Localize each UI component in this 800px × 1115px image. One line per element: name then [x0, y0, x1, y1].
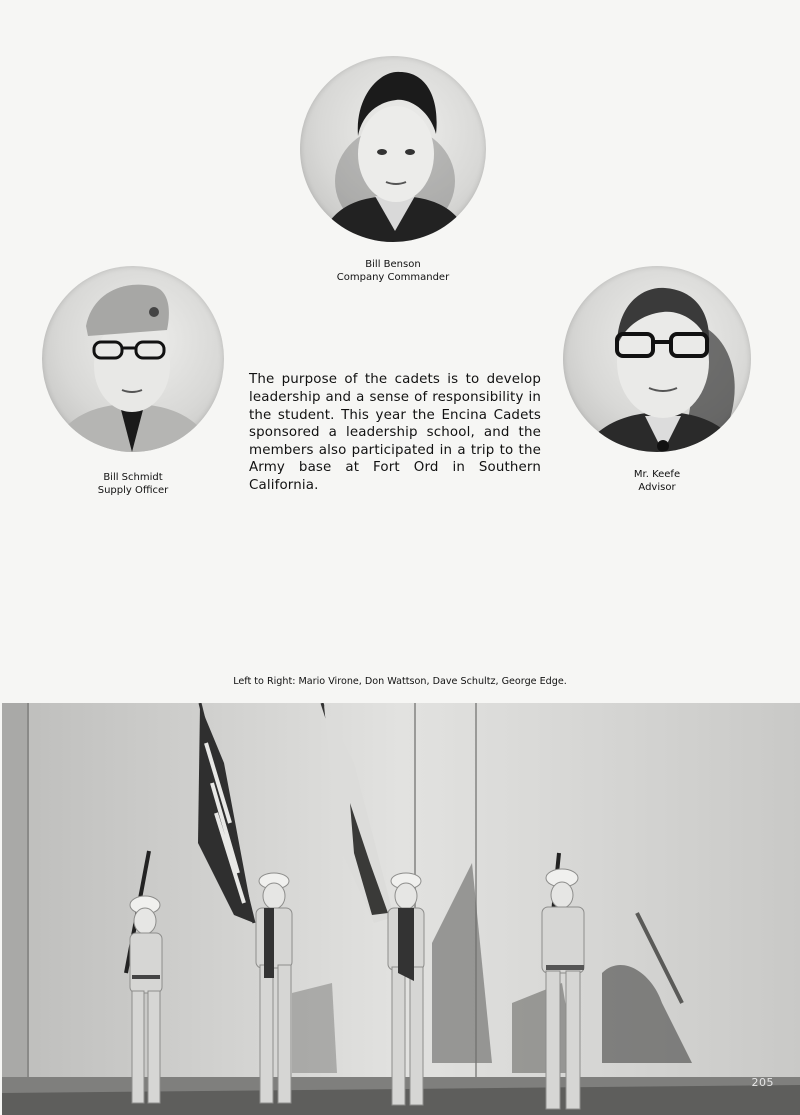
name-bill-schmidt: Bill Schmidt — [103, 472, 163, 483]
title-bill-schmidt: Supply Officer — [97, 485, 169, 496]
portrait-bill-benson — [300, 56, 486, 242]
caption-bill-benson — [300, 258, 486, 284]
caption-bill-schmidt — [42, 471, 224, 497]
title-mr-keefe: Advisor — [638, 482, 676, 493]
name-bill-benson: Bill Benson — [365, 259, 421, 270]
group-photo — [2, 703, 800, 1115]
title-bill-benson: Company Commander — [336, 272, 450, 283]
body-paragraph: The purpose of the cadets is to develop leadership and a sense of responsibility in the student. This year the Encina Cadets sponsored a leadership school, and the members also participated in a trip to the Army base at Fort Ord in Southern California. — [249, 372, 541, 493]
caption-mr-keefe — [563, 468, 751, 494]
portrait-mr-keefe — [563, 266, 751, 452]
group-photo-caption: Left to Right: Mario Virone, Don Wattson, Dave Schultz, George Edge. — [233, 676, 567, 687]
page-number: 205 — [751, 1076, 774, 1089]
portrait-bill-schmidt — [42, 266, 224, 452]
name-mr-keefe: Mr. Keefe — [633, 469, 681, 480]
